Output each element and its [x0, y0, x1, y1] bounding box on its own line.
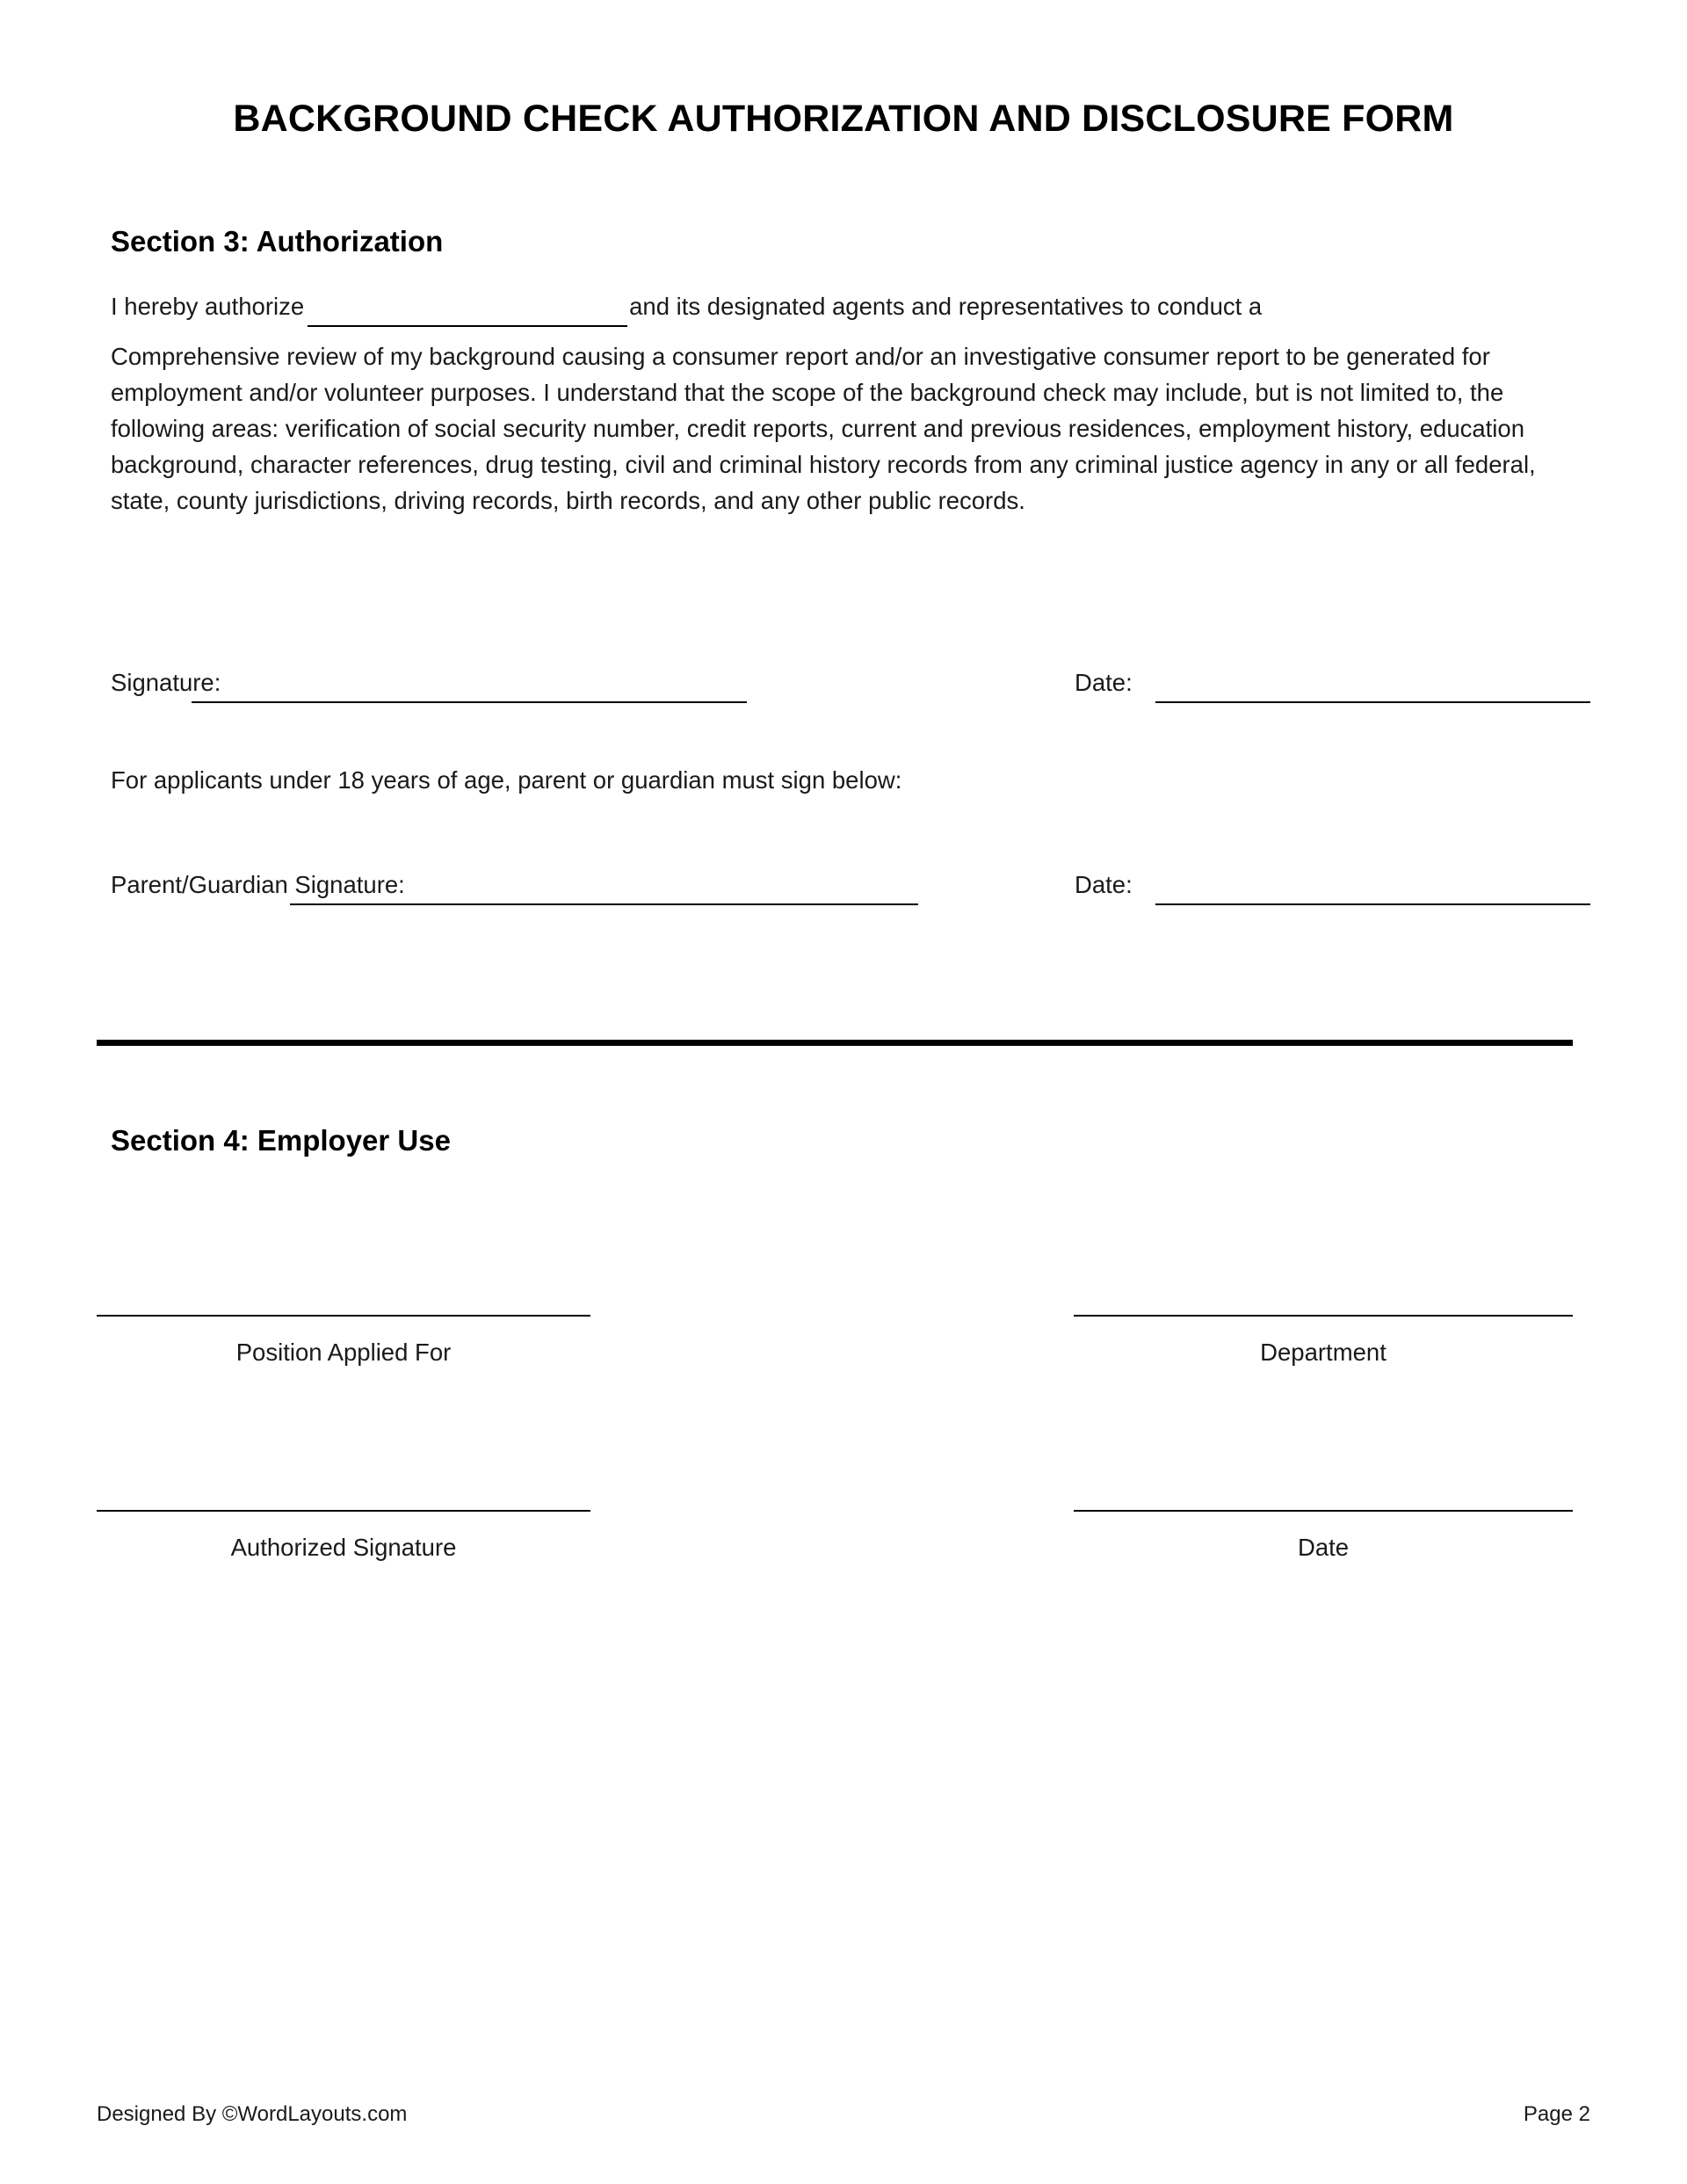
- page-title: BACKGROUND CHECK AUTHORIZATION AND DISCLOSURE FORM: [233, 98, 1454, 140]
- section-4-heading: Section 4: Employer Use: [111, 1124, 451, 1157]
- section-3-heading: Section 3: Authorization: [111, 225, 444, 258]
- department-input-line[interactable]: [1074, 1315, 1573, 1317]
- department-field[interactable]: [1074, 1315, 1573, 1367]
- section-divider: [97, 1040, 1573, 1046]
- parent-guardian-date-label: Date:: [1075, 871, 1133, 898]
- parent-guardian-date-input-line[interactable]: [1155, 903, 1590, 905]
- employer-date-input-line[interactable]: [1074, 1510, 1573, 1512]
- authorized-signature-caption: Authorized Signature: [230, 1534, 457, 1561]
- minor-applicant-notice: For applicants under 18 years of age, parent or guardian must sign below:: [111, 766, 902, 794]
- authorization-body-text: Comprehensive review of my background causing a consumer report and/or an investigative consumer report to be generated for employment and/or volunteer purposes. I understand that the scope of the background check may include, but is not limited to, the following areas: verification of social security number, credit reports, current and previous residences, employment history, education background, character references, drug testing, civil and criminal history records from any criminal justice agency in any or all federal, state, county jurisdictions, driving records, birth records, and any other public records.: [111, 343, 1536, 514]
- authorization-paragraph-block: [111, 288, 1596, 519]
- department-caption: Department: [1260, 1339, 1387, 1366]
- footer-credit: Designed By ©WordLayouts.com: [97, 2102, 408, 2126]
- position-applied-for-input-line[interactable]: [97, 1315, 590, 1317]
- employer-date-caption: Date: [1297, 1534, 1350, 1561]
- signature-date-input-line[interactable]: [1155, 701, 1590, 703]
- authorize-trailing-text: and its designated agents and representatives to conduct a: [629, 293, 1263, 320]
- signature-input-line[interactable]: [192, 701, 747, 703]
- signature-label: Signature:: [111, 669, 221, 696]
- parent-guardian-signature-label: Parent/Guardian Signature:: [111, 871, 405, 898]
- authorized-signature-input-line[interactable]: [97, 1510, 590, 1512]
- authorization-first-line: [111, 288, 1596, 324]
- signature-date-label: Date:: [1075, 669, 1133, 696]
- position-applied-for-field[interactable]: [97, 1315, 590, 1367]
- authorized-signature-field[interactable]: [97, 1510, 590, 1562]
- position-applied-for-caption: Position Applied For: [235, 1339, 452, 1366]
- parent-guardian-signature-input-line[interactable]: [290, 903, 918, 905]
- authorize-lead-text: I hereby authorize: [111, 293, 305, 320]
- footer-page-number: Page 2: [1523, 2102, 1590, 2126]
- employer-date-field[interactable]: [1074, 1510, 1573, 1562]
